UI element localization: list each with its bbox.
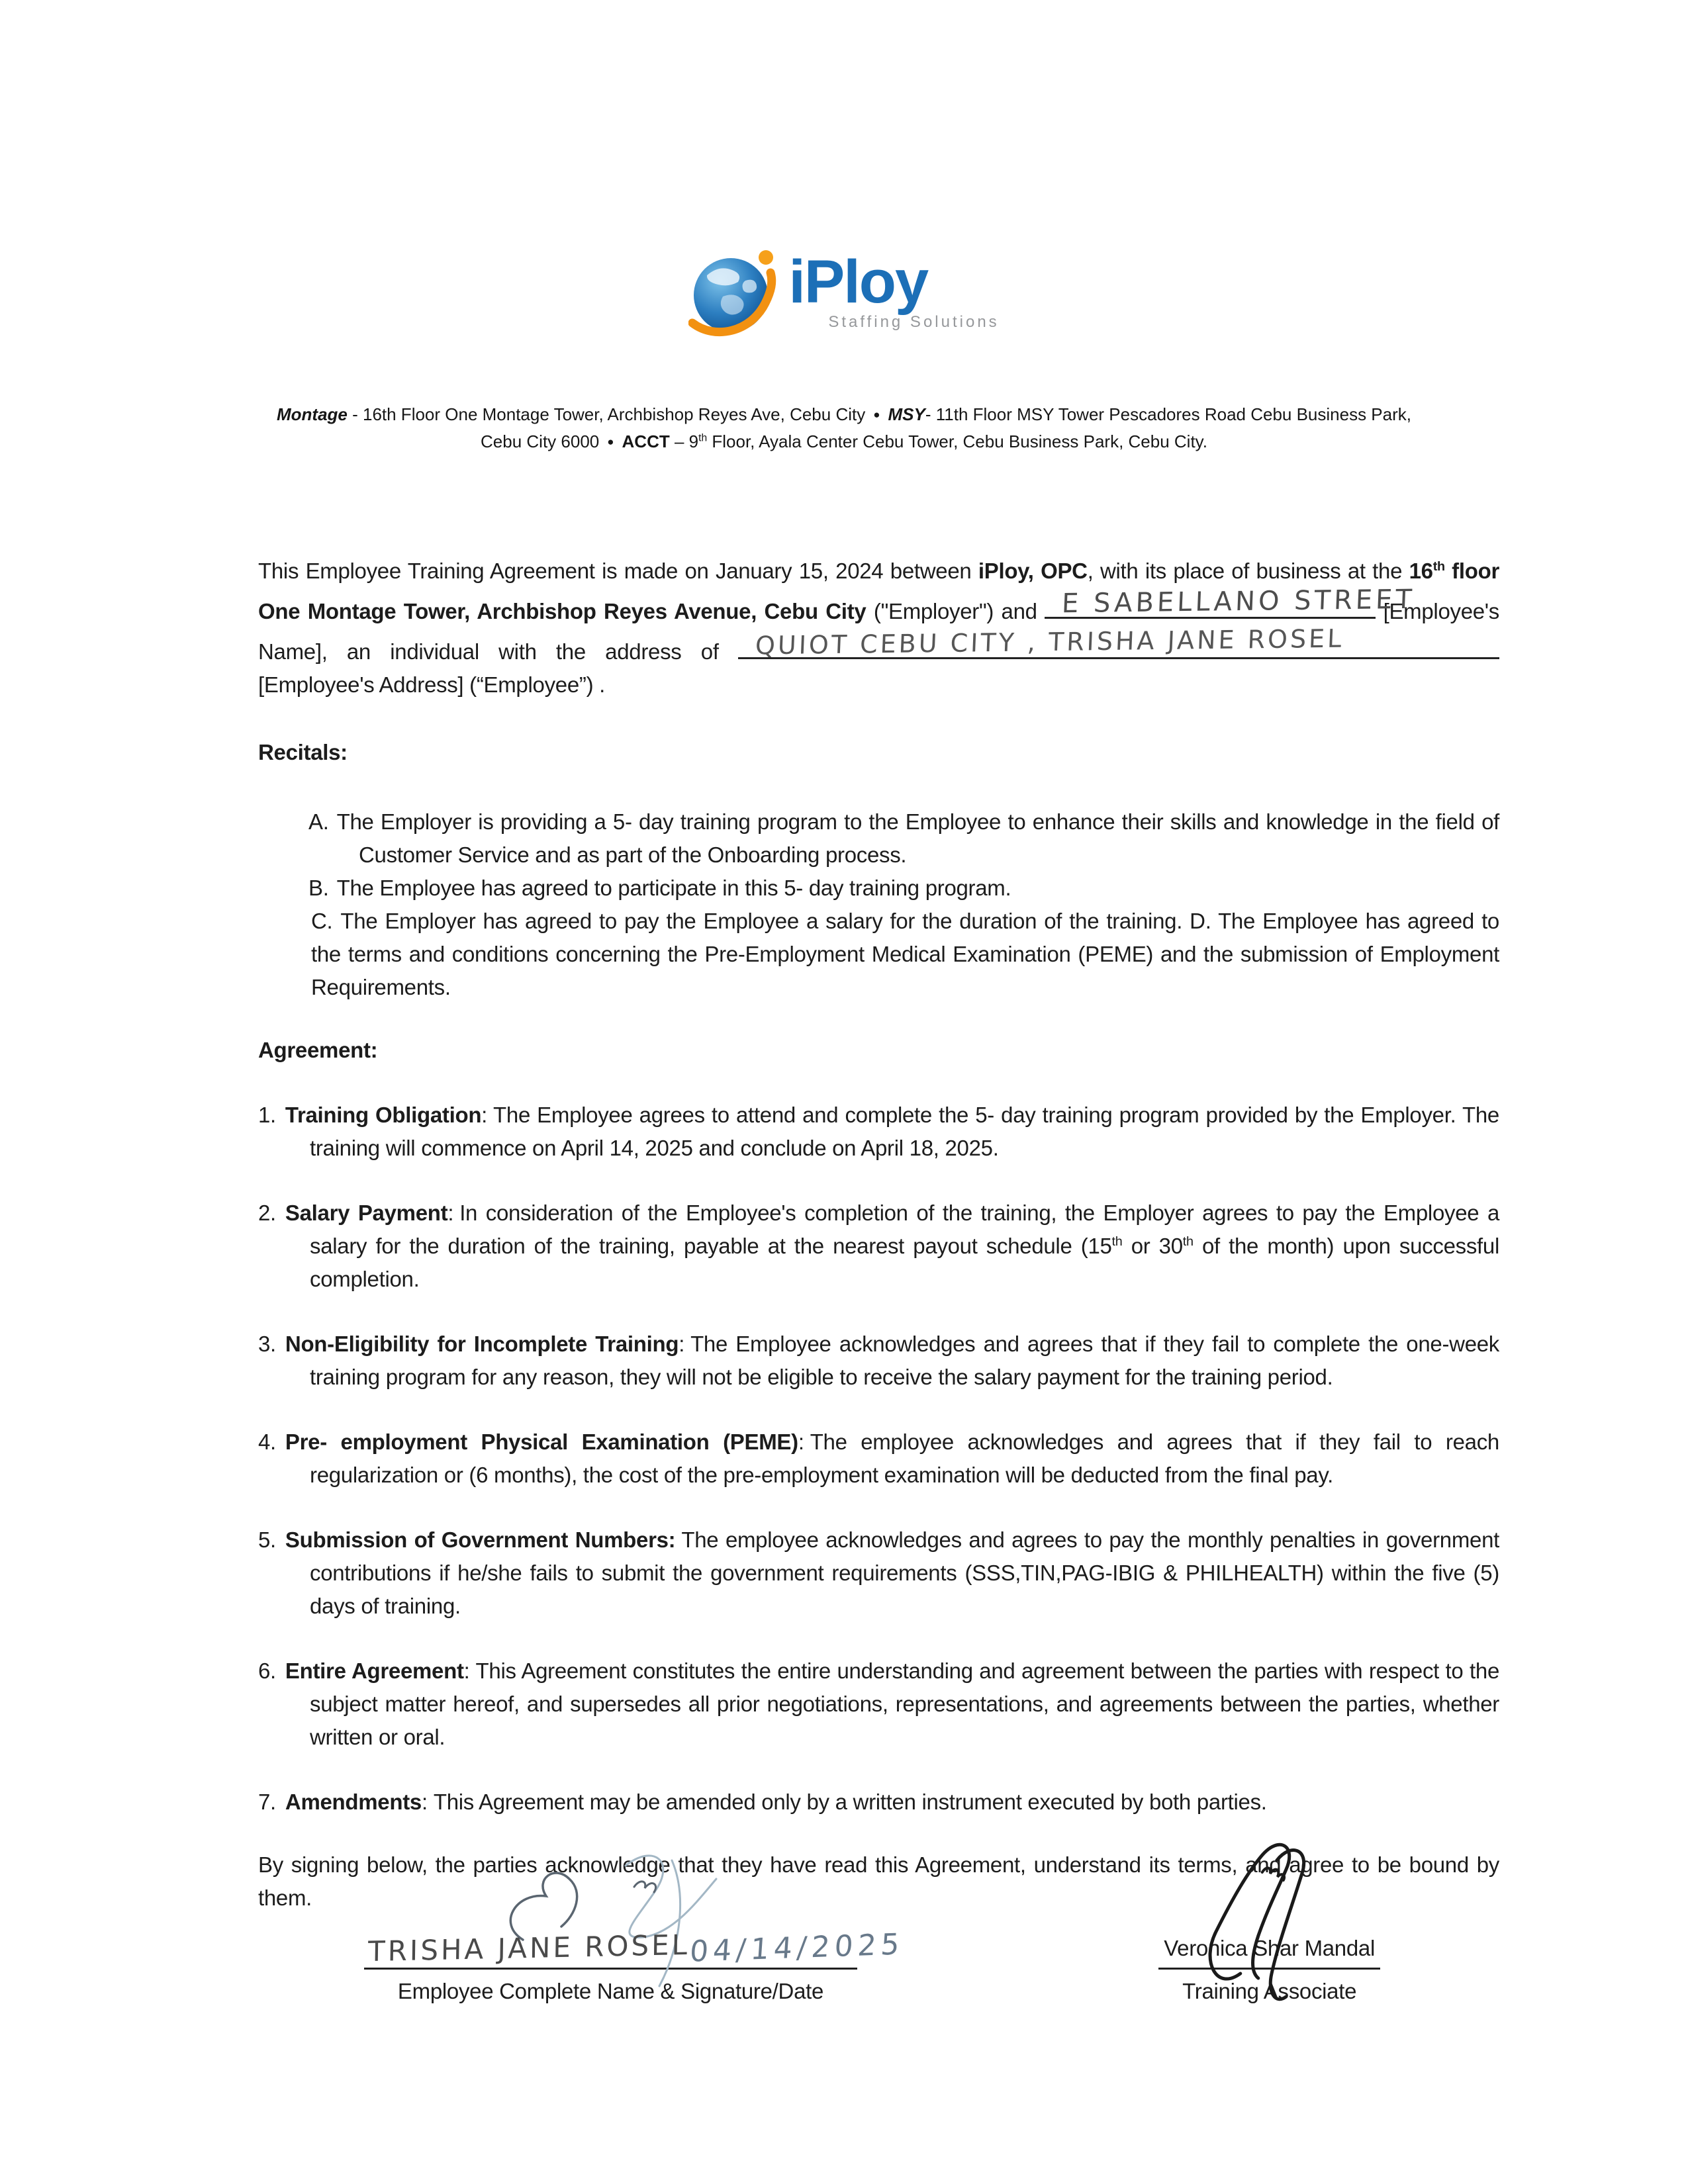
address-msy-text: - 11th Floor MSY Tower Pescadores Road Cebu Business Park, Cebu City 6000: [481, 404, 1411, 451]
item-label: Pre- employment Physical Examination (PEME): [285, 1430, 798, 1454]
item-number: 5.: [258, 1527, 276, 1552]
item-separator: :: [421, 1790, 428, 1814]
trainer-name: Veronica Shar Mandal: [1158, 1932, 1380, 1970]
item-label: Non-Eligibility for Incomplete Training: [285, 1332, 679, 1356]
agreement-item-1: [258, 1099, 1499, 1165]
item-number: 1.: [258, 1103, 276, 1127]
item-separator: :: [463, 1659, 470, 1683]
address-montage-text: - 16th Floor One Montage Tower, Archbishop Reyes Ave, Cebu City: [347, 404, 866, 424]
closing-paragraph: By signing below, the parties acknowledge that they have read this Agreement, understand its terms, and agree to be bound by them.: [258, 1852, 1499, 1910]
handwritten-employee-name-entry: E SABELLANO STREET: [1061, 584, 1416, 619]
employee-signature-label: Employee Complete Name & Signature/Date: [397, 1979, 824, 2003]
intro-text: This Employee Training Agreement is made on January 15, 2024 between: [258, 559, 978, 583]
item-number: 6.: [258, 1659, 276, 1683]
agreement-item-7: [258, 1786, 1499, 1819]
item-text: In consideration of the Employee's completion of the training, the Employer agrees to pay the Employee a salary for the duration of the training, payable at the nearest payout schedule (15: [310, 1201, 1499, 1258]
intro-text: , with its place of business at the: [1087, 559, 1409, 583]
item-text: The Employee agrees to attend and complete the 5- day training program provided by the Employer. The training will commence on April 14, 2025 and conclude on April 18, 2025.: [310, 1103, 1499, 1160]
recital-item-a: [258, 805, 1499, 872]
recital-marker: A.: [308, 809, 329, 834]
address-msy-label: MSY: [888, 404, 925, 424]
item-separator: :: [679, 1332, 685, 1356]
address-acct-label: ACCT: [622, 432, 670, 451]
recital-item-b: [258, 872, 1499, 905]
intro-superscript: th: [1432, 559, 1445, 574]
employer-name-bold: iPloy, OPC: [978, 559, 1088, 583]
item-text: The Employee acknowledges and agrees that if they fail to complete the one-week training program for any reason, they will not be eligible to receive the salary payment for the training period.: [310, 1332, 1499, 1389]
agreement-item-4: [258, 1426, 1499, 1492]
handwritten-signature-name: TRISHA JANE ROSEL: [367, 1928, 690, 1968]
item-separator: :: [798, 1430, 804, 1454]
item-superscript: th: [1182, 1234, 1194, 1249]
employee-name-field: [1045, 584, 1416, 619]
intro-text: ("Employer") and: [866, 599, 1045, 623]
item-label: Submission of Government Numbers:: [285, 1527, 676, 1552]
item-text: The employee acknowledges and agrees to pay the monthly penalties in government contributions if he/she fails to submit the government requirements (SSS,TIN,PAG-IBIG & PHILHEALTH) within the five (5) days of training.: [310, 1527, 1499, 1618]
item-number: 7.: [258, 1790, 276, 1814]
intro-text: [Employee's Name], an individual with the address of: [258, 599, 1500, 664]
address-montage-label: Montage: [276, 404, 348, 424]
logo-tagline-text: Staffing Solutions: [828, 313, 1000, 331]
recitals-heading: Recitals:: [258, 740, 348, 764]
bullet-icon: ●: [607, 435, 614, 448]
logo-brand-text: iPloy: [788, 248, 928, 316]
agreement-item-3: [258, 1328, 1499, 1394]
recital-text: The Employer is providing a 5- day training program to the Employee to enhance their skills and knowledge in the field of Customer Service and as part of the Onboarding process.: [336, 809, 1499, 867]
agreement-heading: Agreement:: [258, 1038, 378, 1062]
address-acct-text: – 9: [669, 432, 699, 451]
employer-address-bold: floor One Montage Tower, Archbishop Reyes Avenue, Cebu City: [258, 559, 1500, 623]
intro-paragraph: [258, 555, 1499, 702]
item-separator: :: [481, 1103, 488, 1127]
recital-item-c: [258, 905, 1499, 1004]
recital-text: The Employer has agreed to pay the Employee a salary for the duration of the training. D. The Employee has agreed to the terms and conditions concerning the Pre-Employment Medical Examination (PEME) and the submission of Employment Requirements.: [311, 909, 1499, 999]
item-superscript: th: [1111, 1234, 1123, 1249]
item-text: The employee acknowledges and agrees that if they fail to reach regularization or (6 months), the cost of the pre-employment examination will be deducted from the final pay.: [310, 1430, 1499, 1487]
address-acct-superscript: th: [698, 432, 708, 444]
recital-marker: B.: [308, 876, 329, 900]
employee-address-field: [738, 623, 1499, 660]
bullet-icon: ●: [873, 408, 880, 421]
employee-signature-block: [364, 1925, 906, 2008]
trainer-title: Training Associate: [1182, 1979, 1357, 2003]
item-text: This Agreement constitutes the entire understanding and agreement between the parties with respect to the subject matter hereof, and supersedes all prior negotiations, representations, and agreements between the parties, whether written or oral.: [310, 1659, 1500, 1749]
signature-row: [258, 1925, 1499, 2008]
logo-wordmark: [788, 248, 1000, 331]
item-number: 2.: [258, 1201, 276, 1225]
item-label: Training Obligation: [285, 1103, 482, 1127]
header-address: [268, 401, 1420, 455]
recital-text: The Employee has agreed to participate in this 5- day training program.: [336, 876, 1011, 900]
iploy-logo: [0, 0, 1688, 338]
handwritten-employee-address-entry: QUIOT CEBU CITY , TRISHA JANE ROSEL: [755, 623, 1345, 660]
address-acct-text: Floor, Ayala Center Cebu Tower, Cebu Business Park, Cebu City.: [707, 432, 1207, 451]
agreement-item-5: [258, 1524, 1499, 1623]
item-label: Entire Agreement: [285, 1659, 464, 1683]
employer-address-bold: 16: [1409, 559, 1433, 583]
item-separator: :: [447, 1201, 454, 1225]
agreement-item-6: [258, 1655, 1499, 1754]
item-text: of the month) upon successful completion.: [310, 1234, 1499, 1291]
agreement-item-2: [258, 1197, 1499, 1296]
handwritten-signature-date: 04/14/2025: [688, 1927, 906, 1969]
item-label: Salary Payment: [285, 1201, 448, 1225]
employee-signature-line: [364, 1925, 906, 1970]
item-text: or 30: [1122, 1234, 1183, 1258]
item-label: Amendments: [285, 1790, 422, 1814]
globe-icon: [688, 245, 778, 338]
recital-marker: C.: [311, 909, 333, 933]
document-body: [0, 555, 1688, 2008]
item-number: 3.: [258, 1332, 276, 1356]
trainer-signature-block: [1158, 1932, 1380, 2008]
item-number: 4.: [258, 1430, 276, 1454]
item-text: This Agreement may be amended only by a written instrument executed by both parties.: [433, 1790, 1267, 1814]
intro-text: [Employee's Address] (“Employee”) .: [258, 672, 605, 697]
